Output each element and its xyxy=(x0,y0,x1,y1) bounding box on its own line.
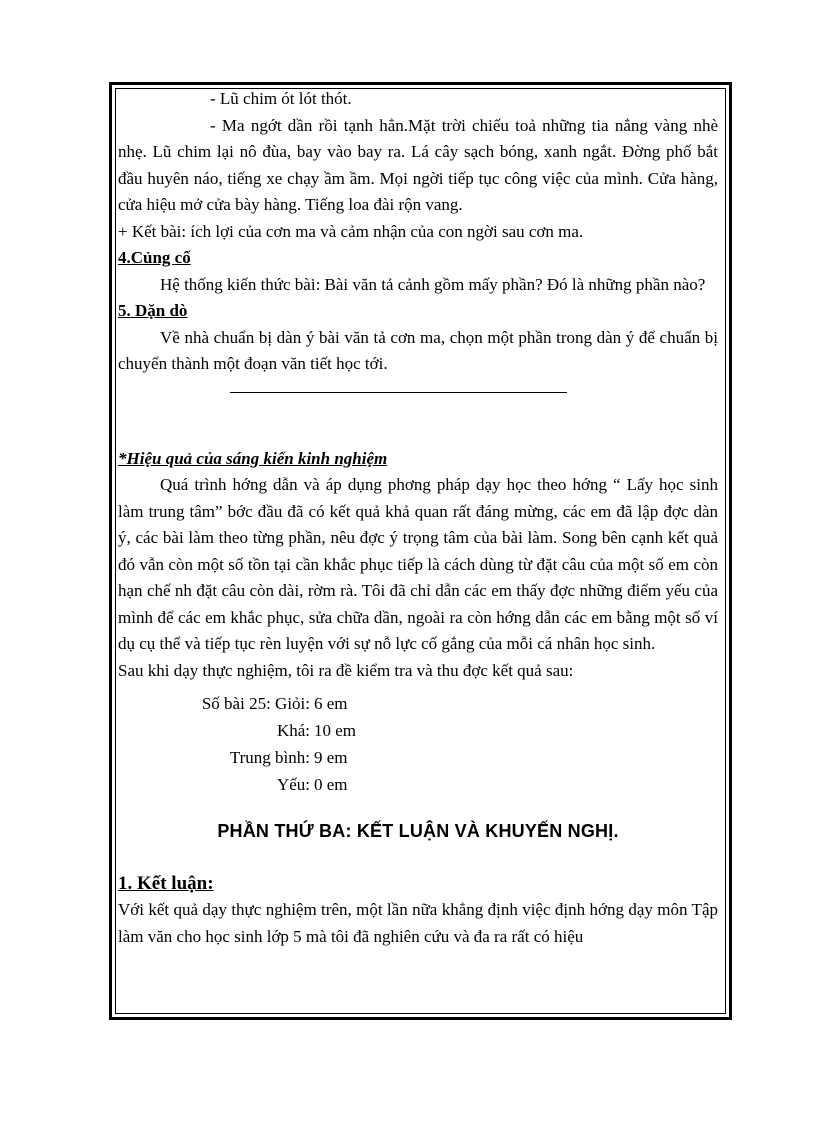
paragraph-conclusion-outline: + Kết bài: ích lợi của cơn ma và cảm nhận của con ngời sau cơn ma. xyxy=(118,221,584,241)
result-label: Yếu: xyxy=(276,775,310,794)
paragraph-experiment: Sau khi dạy thực nghiệm, tôi ra đề kiểm tra và thu đợc kết quả sau: xyxy=(118,660,574,680)
result-value: 9 em xyxy=(314,748,348,767)
paragraph-conclusion: Với kết quả dạy thực nghiệm trên, một lần nữa khẳng định việc định hớng dạy môn Tập làm văn cho học sinh lớp 5 mà tôi đã nghiên cứu và đa ra rất có hiệu xyxy=(118,900,718,946)
heading-conclusion: 1. Kết luận: xyxy=(118,872,214,894)
result-label: Khá: xyxy=(276,721,310,740)
paragraph-hieu-qua: Quá trình hớng dẫn và áp dụng phơng pháp dạy học theo hớng “ Lấy học sinh làm trung tâm” bớc đầu đã có kết quả khả quan rất đáng mừng, các em đã lập đợc dàn ý, các bài làm theo từng phần, nêu đợc ý trọng tâm của bài làm. Song bên cạnh kết quả đó vẫn còn một số tồn tại cần khắc phục tiếp là cách dùng từ đặt câu của một số em còn hạn chế nh đặt câu còn dài, rờm rà. Tôi đã chỉ dẫn các em thấy đợc những điểm yếu của mình để các em khắc phục, sửa chữa dần, ngoài ra còn hớng dẫn các em bằng một số ví dụ cụ thể và tiếp tục rèn luyện với sự nỗ lực cố gắng của mỗi cá nhân học sinh. xyxy=(118,475,718,653)
result-row xyxy=(118,744,718,771)
paragraph-cung-co: Hệ thống kiến thức bài: Bài văn tả cảnh gồm mấy phần? Đó là những phần nào? xyxy=(160,274,706,294)
paragraph-dan-do: Về nhà chuẩn bị dàn ý bài văn tả cơn ma, chọn một phần trong dàn ý để chuẩn bị chuyển thành một đoạn văn tiết học tới. xyxy=(118,327,718,373)
heading-hieu-qua: *Hiệu quả của sáng kiến kinh nghiệm xyxy=(118,448,388,468)
result-label: Số bài 25: Giỏi: xyxy=(201,694,310,713)
document-body xyxy=(118,86,718,950)
paragraph-rain-stops: - Ma ngớt dần rồi tạnh hẳn.Mặt trời chiếu toả những tia nắng vàng nhè nhẹ. Lũ chim lại nô đùa, bay vào bay ra. Lá cây sạch bóng, xanh ngắt. Đờng phố bắt đầu huyên náo, tiếng xe chạy ầm ầm. Mọi ngời tiếp tục công việc của mình. Cửa hàng, cửa hiệu mở cửa bày hàng. Tiếng loa đài rộn vang. xyxy=(118,115,718,214)
heading-dan-do: 5. Dặn dò xyxy=(118,301,188,320)
result-row xyxy=(118,690,718,717)
result-value: 0 em xyxy=(314,775,348,794)
results-list xyxy=(118,690,718,798)
result-value: 6 em xyxy=(314,694,348,713)
result-label: Trung bình: xyxy=(229,748,310,767)
result-value: 10 em xyxy=(314,721,357,740)
section-divider xyxy=(230,392,567,393)
heading-cung-co: 4.Củng cố xyxy=(118,248,191,267)
paragraph-birds: - Lũ chim ót lót thót. xyxy=(210,89,352,108)
result-row xyxy=(118,771,718,798)
result-row xyxy=(118,717,718,744)
part-three-title: PHẦN THỨ BA: KẾT LUẬN VÀ KHUYẾN NGHỊ. xyxy=(217,821,619,841)
